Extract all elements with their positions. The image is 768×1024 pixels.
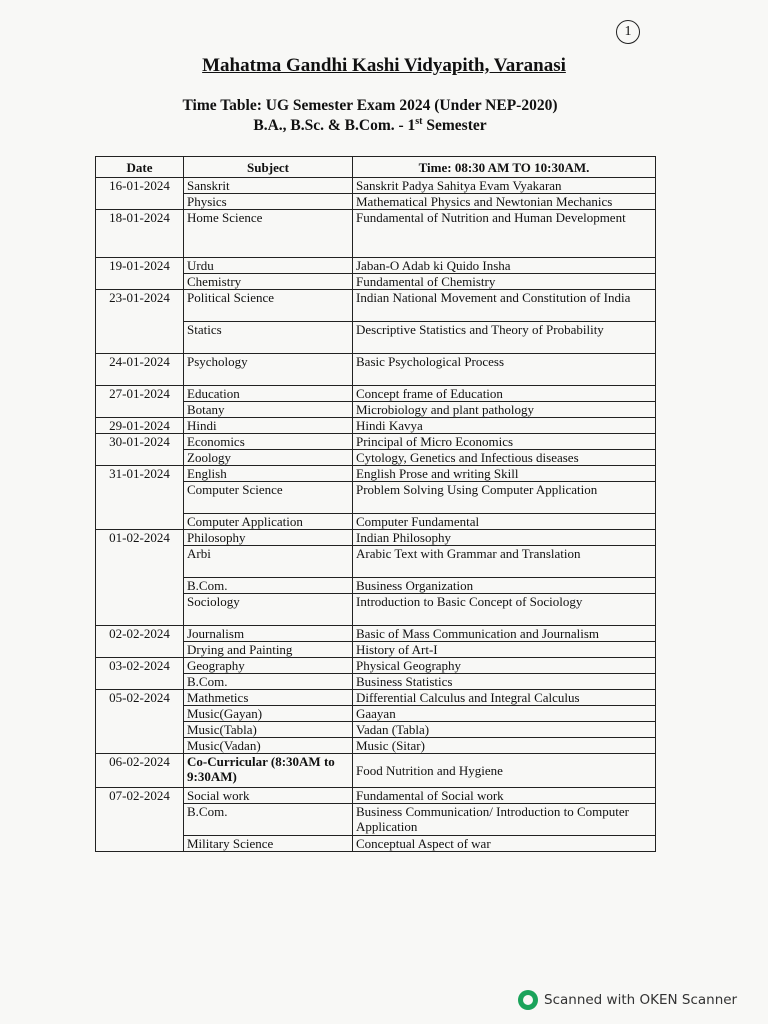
- exam-date: 07-02-2024: [96, 788, 184, 852]
- subject-cell: Sociology: [184, 594, 353, 626]
- subject-cell: Zoology: [184, 450, 353, 466]
- subject-cell: Journalism: [184, 626, 353, 642]
- subject-cell: Music(Vadan): [184, 738, 353, 754]
- subject-cell: Computer Science: [184, 482, 353, 514]
- exam-date: 30-01-2024: [96, 434, 184, 466]
- paper-cell: Hindi Kavya: [353, 418, 656, 434]
- table-row: [96, 354, 656, 386]
- paper-cell: Basic Psychological Process: [353, 354, 656, 386]
- subject-cell: Urdu: [184, 258, 353, 274]
- semester-heading: B.A., B.Sc. & B.Com. - 1st Semester: [253, 116, 487, 135]
- paper-cell: History of Art-I: [353, 642, 656, 658]
- subject-cell: B.Com.: [184, 578, 353, 594]
- timetable-body: [96, 178, 656, 852]
- table-row: [96, 788, 656, 804]
- scanner-watermark: [518, 990, 737, 1010]
- paper-cell: Business Organization: [353, 578, 656, 594]
- paper-cell: Business Statistics: [353, 674, 656, 690]
- subject-cell: Sanskrit: [184, 178, 353, 194]
- subject-cell: Co-Curricular (8:30AM to 9:30AM): [184, 754, 353, 788]
- subject-cell: Social work: [184, 788, 353, 804]
- table-row: [96, 178, 656, 194]
- subject-cell: Botany: [184, 402, 353, 418]
- paper-cell: Concept frame of Education: [353, 386, 656, 402]
- paper-cell: Jaban-O Adab ki Quido Insha: [353, 258, 656, 274]
- date-header: Date: [96, 157, 184, 178]
- subject-cell: Drying and Painting: [184, 642, 353, 658]
- paper-cell: Vadan (Tabla): [353, 722, 656, 738]
- paper-cell: Gaayan: [353, 706, 656, 722]
- paper-cell: Mathematical Physics and Newtonian Mechanics: [353, 194, 656, 210]
- exam-date: 24-01-2024: [96, 354, 184, 386]
- subject-cell: Hindi: [184, 418, 353, 434]
- subject-cell: Mathmetics: [184, 690, 353, 706]
- subject-cell: Music(Tabla): [184, 722, 353, 738]
- paper-cell: Principal of Micro Economics: [353, 434, 656, 450]
- table-row: [96, 210, 656, 258]
- paper-cell: Indian Philosophy: [353, 530, 656, 546]
- oken-scanner-logo-icon: [518, 990, 538, 1010]
- exam-date: 02-02-2024: [96, 626, 184, 658]
- subject-cell: Philosophy: [184, 530, 353, 546]
- time-header: Time: 08:30 AM TO 10:30AM.: [353, 157, 656, 178]
- exam-date: 23-01-2024: [96, 290, 184, 354]
- paper-cell: Problem Solving Using Computer Application: [353, 482, 656, 514]
- subject-cell: Arbi: [184, 546, 353, 578]
- subject-cell: Education: [184, 386, 353, 402]
- subject-cell: Home Science: [184, 210, 353, 258]
- table-row: [96, 626, 656, 642]
- subject-cell: Political Science: [184, 290, 353, 322]
- exam-date: 06-02-2024: [96, 754, 184, 788]
- exam-date: 05-02-2024: [96, 690, 184, 754]
- timetable-heading: Time Table: UG Semester Exam 2024 (Under NEP-2020): [182, 97, 558, 114]
- paper-cell: Physical Geography: [353, 658, 656, 674]
- subject-cell: Economics: [184, 434, 353, 450]
- table-row: [96, 290, 656, 322]
- exam-date: 29-01-2024: [96, 418, 184, 434]
- paper-cell: Arabic Text with Grammar and Translation: [353, 546, 656, 578]
- paper-cell: Food Nutrition and Hygiene: [353, 754, 656, 788]
- exam-date: 27-01-2024: [96, 386, 184, 418]
- exam-date: 01-02-2024: [96, 530, 184, 626]
- paper-cell: Introduction to Basic Concept of Sociology: [353, 594, 656, 626]
- table-row: [96, 258, 656, 274]
- subject-cell: Statics: [184, 322, 353, 354]
- subject-cell: B.Com.: [184, 804, 353, 836]
- exam-date: 31-01-2024: [96, 466, 184, 530]
- paper-cell: Business Communication/ Introduction to Computer Application: [353, 804, 656, 836]
- table-row: [96, 754, 656, 788]
- timetable: [95, 156, 656, 852]
- paper-cell: English Prose and writing Skill: [353, 466, 656, 482]
- paper-cell: Sanskrit Padya Sahitya Evam Vyakaran: [353, 178, 656, 194]
- table-header-row: [96, 157, 656, 178]
- table-row: [96, 386, 656, 402]
- subject-cell: B.Com.: [184, 674, 353, 690]
- paper-cell: Indian National Movement and Constitution of India: [353, 290, 656, 322]
- paper-cell: Fundamental of Nutrition and Human Development: [353, 210, 656, 258]
- subject-cell: Computer Application: [184, 514, 353, 530]
- table-row: [96, 418, 656, 434]
- table-row: [96, 658, 656, 674]
- table-row: [96, 530, 656, 546]
- subject-cell: Military Science: [184, 836, 353, 852]
- table-row: [96, 690, 656, 706]
- paper-cell: Fundamental of Chemistry: [353, 274, 656, 290]
- exam-date: 16-01-2024: [96, 178, 184, 210]
- subject-cell: Psychology: [184, 354, 353, 386]
- subject-cell: Music(Gayan): [184, 706, 353, 722]
- exam-date: 03-02-2024: [96, 658, 184, 690]
- paper-cell: Fundamental of Social work: [353, 788, 656, 804]
- paper-cell: Music (Sitar): [353, 738, 656, 754]
- paper-cell: Descriptive Statistics and Theory of Probability: [353, 322, 656, 354]
- scanner-text: Scanned with OKEN Scanner: [544, 992, 738, 1008]
- subject-cell: English: [184, 466, 353, 482]
- page-number: 1: [616, 20, 640, 44]
- table-row: [96, 466, 656, 482]
- exam-date: 18-01-2024: [96, 210, 184, 258]
- paper-cell: Basic of Mass Communication and Journalism: [353, 626, 656, 642]
- subject-cell: Physics: [184, 194, 353, 210]
- subject-header: Subject: [184, 157, 353, 178]
- paper-cell: Computer Fundamental: [353, 514, 656, 530]
- paper-cell: Microbiology and plant pathology: [353, 402, 656, 418]
- paper-cell: Differential Calculus and Integral Calculus: [353, 690, 656, 706]
- paper-cell: Cytology, Genetics and Infectious diseases: [353, 450, 656, 466]
- exam-date: 19-01-2024: [96, 258, 184, 290]
- page-title: Mahatma Gandhi Kashi Vidyapith, Varanasi: [202, 55, 566, 76]
- paper-cell: Conceptual Aspect of war: [353, 836, 656, 852]
- table-row: [96, 434, 656, 450]
- subject-cell: Chemistry: [184, 274, 353, 290]
- subject-cell: Geography: [184, 658, 353, 674]
